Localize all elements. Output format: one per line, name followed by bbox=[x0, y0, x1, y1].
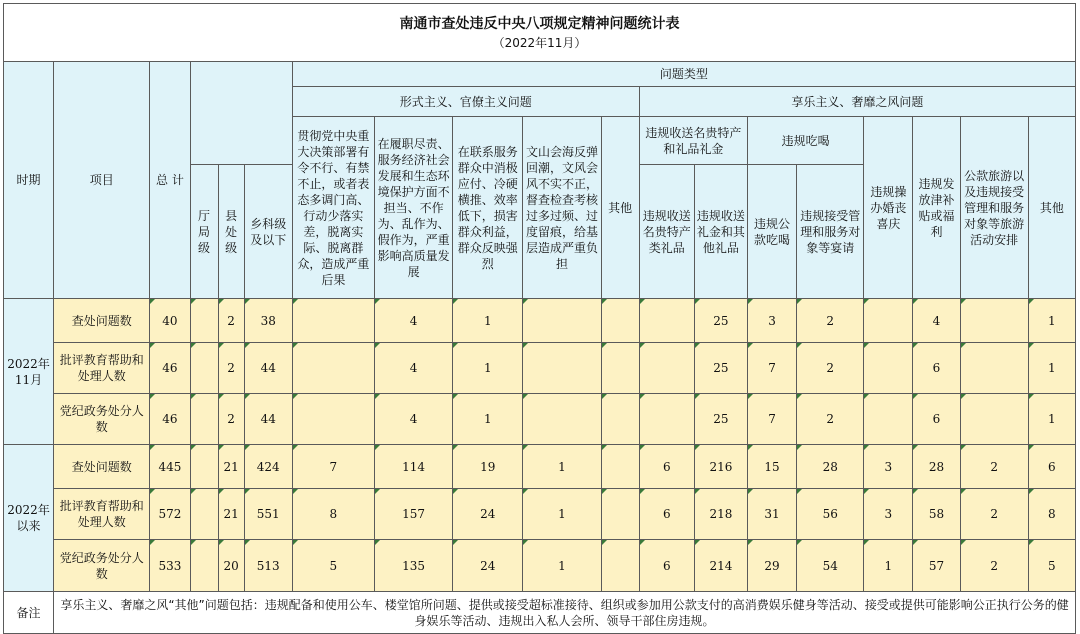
cell-h6: 6 bbox=[913, 343, 960, 394]
header-level-ting: 厅局级 bbox=[190, 165, 218, 299]
cell-f3: 1 bbox=[453, 343, 523, 394]
cell-xian: 21 bbox=[218, 445, 244, 489]
cell-h3: 3 bbox=[747, 299, 796, 343]
header-h7: 公款旅游以及违规接受管理和服务对象等旅游活动安排 bbox=[960, 117, 1028, 299]
cell-h4: 56 bbox=[797, 489, 864, 540]
header-gift-group: 违规收送名贵特产和礼品礼金 bbox=[639, 117, 747, 165]
cell-f4 bbox=[523, 343, 601, 394]
table-row bbox=[4, 445, 1076, 489]
header-h5: 违规操办婚丧喜庆 bbox=[864, 117, 913, 299]
cell-f3: 24 bbox=[453, 489, 523, 540]
cell-h-other: 5 bbox=[1028, 540, 1075, 592]
header-item: 项目 bbox=[54, 62, 150, 299]
header-h4: 违规接受管理和服务对象等宴请 bbox=[797, 165, 864, 299]
cell-f2: 4 bbox=[374, 343, 452, 394]
cell-h5 bbox=[864, 299, 913, 343]
cell-h4: 54 bbox=[797, 540, 864, 592]
cell-h7: 2 bbox=[960, 489, 1028, 540]
cell-h1: 6 bbox=[639, 540, 694, 592]
cell-h4: 2 bbox=[797, 299, 864, 343]
period-label: 2022年以来 bbox=[4, 445, 54, 592]
table-subtitle: （2022年11月） bbox=[492, 35, 587, 50]
header-f1: 贯彻党中央重大决策部署有令不行、有禁不止，或者表态多调门高、行动少落实差，脱离实际、脱离群众，造成严重后果 bbox=[292, 117, 374, 299]
header-hedonism: 享乐主义、奢靡之风问题 bbox=[639, 87, 1075, 117]
cell-h1: 6 bbox=[639, 489, 694, 540]
cell-total: 46 bbox=[150, 343, 190, 394]
cell-h4: 2 bbox=[797, 394, 864, 445]
cell-h2: 216 bbox=[694, 445, 747, 489]
cell-xian: 2 bbox=[218, 394, 244, 445]
row-item-label: 批评教育帮助和处理人数 bbox=[54, 489, 150, 540]
cell-xiang: 44 bbox=[244, 394, 292, 445]
statistics-table bbox=[3, 3, 1076, 634]
cell-total: 46 bbox=[150, 394, 190, 445]
cell-h3: 15 bbox=[747, 445, 796, 489]
cell-f2: 114 bbox=[374, 445, 452, 489]
cell-h-other: 1 bbox=[1028, 343, 1075, 394]
cell-h5: 1 bbox=[864, 540, 913, 592]
cell-h-other: 1 bbox=[1028, 299, 1075, 343]
header-level-xiang: 乡科级及以下 bbox=[244, 165, 292, 299]
note-text: 享乐主义、奢靡之风“其他”问题包括：违规配备和使用公车、楼堂馆所问题、提供或接受超标准接待、组织或参加用公款支付的高消费娱乐健身等活动、接受或提供可能影响公正执行公务的健身娱乐等活动、违规出入私人会所、领导干部住房违规。 bbox=[54, 592, 1076, 634]
cell-h6: 58 bbox=[913, 489, 960, 540]
header-formalism: 形式主义、官僚主义问题 bbox=[292, 87, 639, 117]
cell-f4 bbox=[523, 299, 601, 343]
header-f2: 在履职尽责、服务经济社会发展和生态环境保护方面不担当、不作为、乱作为、假作为，严重影响高质量发展 bbox=[374, 117, 452, 299]
cell-ting bbox=[190, 343, 218, 394]
header-h3: 违规公款吃喝 bbox=[747, 165, 796, 299]
cell-h1: 6 bbox=[639, 445, 694, 489]
note-label: 备注 bbox=[4, 592, 54, 634]
cell-h5: 3 bbox=[864, 445, 913, 489]
cell-ting bbox=[190, 540, 218, 592]
row-item-label: 查处问题数 bbox=[54, 445, 150, 489]
cell-h6: 4 bbox=[913, 299, 960, 343]
cell-total: 572 bbox=[150, 489, 190, 540]
header-issue-types: 问题类型 bbox=[292, 62, 1075, 87]
cell-h2: 25 bbox=[694, 343, 747, 394]
cell-h7: 2 bbox=[960, 540, 1028, 592]
cell-f1: 5 bbox=[292, 540, 374, 592]
cell-f-other bbox=[601, 540, 639, 592]
cell-f-other bbox=[601, 343, 639, 394]
cell-ting bbox=[190, 299, 218, 343]
table-title-cell bbox=[4, 4, 1076, 62]
cell-h6: 6 bbox=[913, 394, 960, 445]
cell-f-other bbox=[601, 394, 639, 445]
cell-f-other bbox=[601, 299, 639, 343]
cell-h1 bbox=[639, 343, 694, 394]
cell-xiang: 44 bbox=[244, 343, 292, 394]
cell-f4: 1 bbox=[523, 540, 601, 592]
cell-h2: 214 bbox=[694, 540, 747, 592]
cell-f2: 4 bbox=[374, 299, 452, 343]
cell-h3: 29 bbox=[747, 540, 796, 592]
cell-h5 bbox=[864, 394, 913, 445]
cell-ting bbox=[190, 489, 218, 540]
cell-h2: 25 bbox=[694, 299, 747, 343]
header-f-other: 其他 bbox=[601, 117, 639, 299]
cell-h-other: 1 bbox=[1028, 394, 1075, 445]
table-row bbox=[4, 343, 1076, 394]
cell-h6: 28 bbox=[913, 445, 960, 489]
header-h-other: 其他 bbox=[1028, 117, 1075, 299]
cell-f2: 135 bbox=[374, 540, 452, 592]
cell-total: 40 bbox=[150, 299, 190, 343]
table-title: 南通市查处违反中央八项规定精神问题统计表 bbox=[399, 15, 680, 32]
cell-f1 bbox=[292, 343, 374, 394]
cell-h-other: 8 bbox=[1028, 489, 1075, 540]
cell-f3: 1 bbox=[453, 394, 523, 445]
cell-h3: 31 bbox=[747, 489, 796, 540]
cell-h5: 3 bbox=[864, 489, 913, 540]
cell-xiang: 513 bbox=[244, 540, 292, 592]
cell-h7 bbox=[960, 394, 1028, 445]
cell-f3: 19 bbox=[453, 445, 523, 489]
cell-h5 bbox=[864, 343, 913, 394]
header-level-xian: 县处级 bbox=[218, 165, 244, 299]
cell-f1: 7 bbox=[292, 445, 374, 489]
cell-ting bbox=[190, 394, 218, 445]
cell-f-other bbox=[601, 489, 639, 540]
cell-h2: 25 bbox=[694, 394, 747, 445]
table-row bbox=[4, 540, 1076, 592]
cell-ting bbox=[190, 445, 218, 489]
cell-h4: 2 bbox=[797, 343, 864, 394]
cell-f3: 24 bbox=[453, 540, 523, 592]
cell-xian: 20 bbox=[218, 540, 244, 592]
cell-f4 bbox=[523, 394, 601, 445]
cell-xian: 21 bbox=[218, 489, 244, 540]
cell-h7: 2 bbox=[960, 445, 1028, 489]
cell-f2: 4 bbox=[374, 394, 452, 445]
cell-f4: 1 bbox=[523, 489, 601, 540]
cell-f1 bbox=[292, 299, 374, 343]
cell-xiang: 424 bbox=[244, 445, 292, 489]
cell-h3: 7 bbox=[747, 343, 796, 394]
header-dining-group: 违规吃喝 bbox=[747, 117, 863, 165]
cell-h6: 57 bbox=[913, 540, 960, 592]
cell-total: 445 bbox=[150, 445, 190, 489]
cell-h7 bbox=[960, 343, 1028, 394]
data-body bbox=[4, 299, 1076, 592]
row-item-label: 批评教育帮助和处理人数 bbox=[54, 343, 150, 394]
cell-h1 bbox=[639, 299, 694, 343]
cell-xian: 2 bbox=[218, 299, 244, 343]
cell-h7 bbox=[960, 299, 1028, 343]
cell-f3: 1 bbox=[453, 299, 523, 343]
header-period: 时期 bbox=[4, 62, 54, 299]
header-h1: 违规收送名贵特产类礼品 bbox=[639, 165, 694, 299]
header-h2: 违规收送礼金和其他礼品 bbox=[694, 165, 747, 299]
cell-f-other bbox=[601, 445, 639, 489]
cell-f1: 8 bbox=[292, 489, 374, 540]
cell-xiang: 38 bbox=[244, 299, 292, 343]
header-level-blank bbox=[190, 62, 292, 165]
header-total: 总 计 bbox=[150, 62, 190, 299]
cell-xian: 2 bbox=[218, 343, 244, 394]
cell-f4: 1 bbox=[523, 445, 601, 489]
cell-f2: 157 bbox=[374, 489, 452, 540]
period-label: 2022年11月 bbox=[4, 299, 54, 445]
cell-h1 bbox=[639, 394, 694, 445]
header-f3: 在联系服务群众中消极应付、冷硬横推、效率低下，损害群众利益，群众反映强烈 bbox=[453, 117, 523, 299]
cell-xiang: 551 bbox=[244, 489, 292, 540]
header-f4: 文山会海反弹回潮，文风会风不实不正，督查检查考核过多过频、过度留痕，给基层造成严重负担 bbox=[523, 117, 601, 299]
cell-h4: 28 bbox=[797, 445, 864, 489]
cell-h-other: 6 bbox=[1028, 445, 1075, 489]
table-row bbox=[4, 394, 1076, 445]
header-h6: 违规发放津补贴或福利 bbox=[913, 117, 960, 299]
cell-h3: 7 bbox=[747, 394, 796, 445]
row-item-label: 党纪政务处分人数 bbox=[54, 394, 150, 445]
table-row bbox=[4, 299, 1076, 343]
row-item-label: 查处问题数 bbox=[54, 299, 150, 343]
cell-total: 533 bbox=[150, 540, 190, 592]
table-row bbox=[4, 489, 1076, 540]
cell-h2: 218 bbox=[694, 489, 747, 540]
cell-f1 bbox=[292, 394, 374, 445]
row-item-label: 党纪政务处分人数 bbox=[54, 540, 150, 592]
